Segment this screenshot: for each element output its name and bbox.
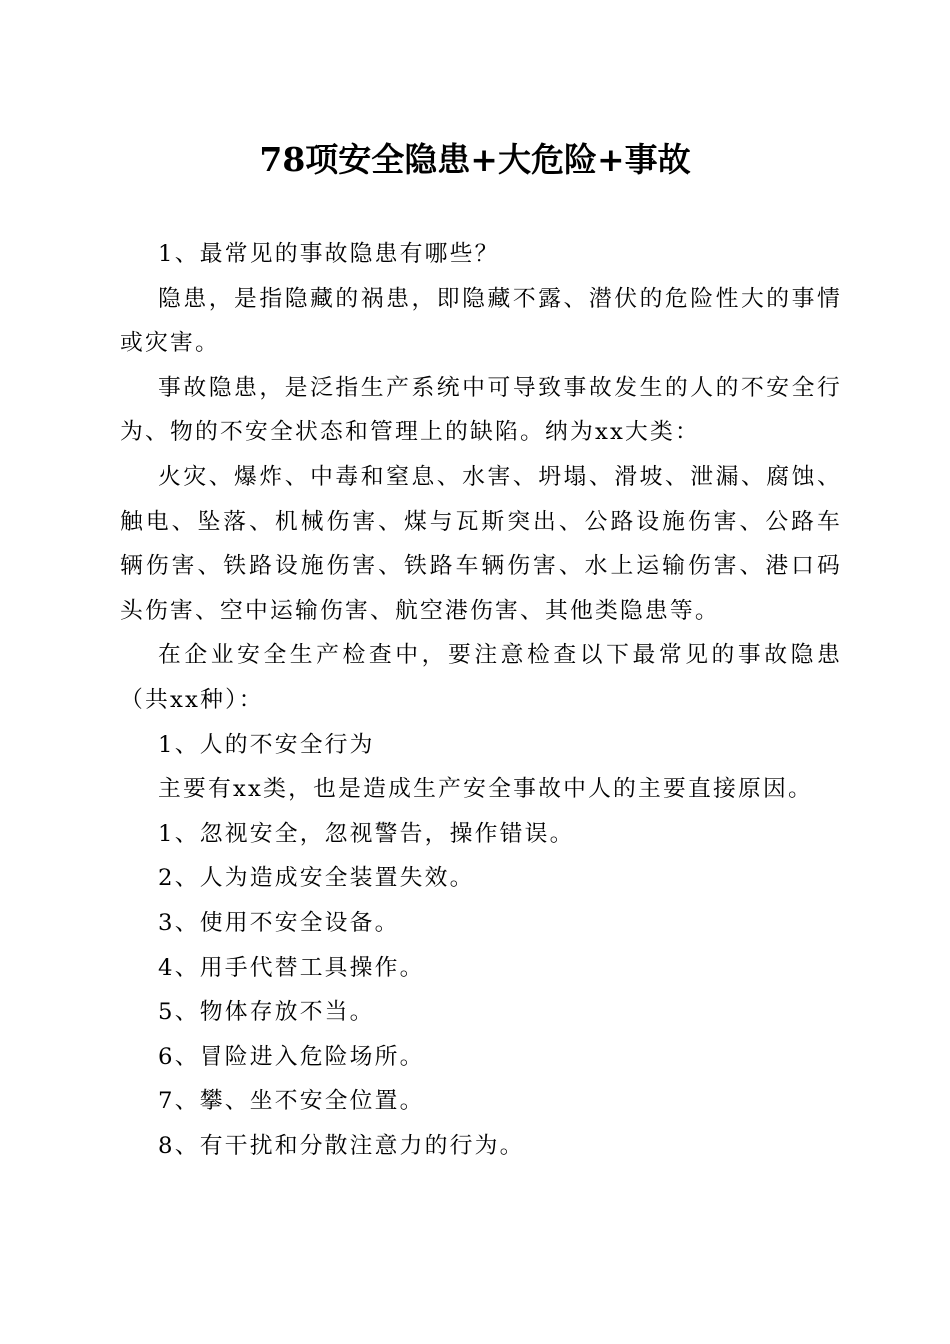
paragraph: 3、使用不安全设备。 — [158, 909, 400, 936]
document-title: 78项安全隐患+大危险+事故 — [259, 140, 691, 179]
paragraph: 5、物体存放不当。 — [158, 999, 375, 1026]
paragraph: 1、最常见的事故隐患有哪些？ — [158, 241, 500, 267]
paragraph: 7、攀、坐不安全位置。 — [158, 1088, 425, 1115]
paragraph: 1、人的不安全行为 — [158, 731, 375, 758]
paragraph: 6、冒险进入危险场所。 — [158, 1043, 425, 1070]
paragraph: 隐患，是指隐藏的祸患，即隐藏不露、潜伏的危险性大的事情或灾害。 — [120, 285, 842, 357]
paragraph: 主要有xx类，也是造成生产安全事故中人的主要直接原因。 — [158, 776, 814, 803]
paragraph: 在企业安全生产检查中，要注意检查以下最常见的事故隐患（共xx种）： — [120, 642, 842, 713]
paragraph: 8、有干扰和分散注意力的行为。 — [158, 1132, 525, 1159]
paragraph: 4、用手代替工具操作。 — [158, 954, 425, 981]
paragraph: 2、人为造成安全装置失效。 — [158, 865, 475, 892]
paragraph: 1、忽视安全，忽视警告，操作错误。 — [158, 820, 575, 847]
paragraph: 火灾、爆炸、中毒和窒息、水害、坍塌、滑坡、泄漏、腐蚀、触电、坠落、机械伤害、煤与瓦斯突出、公路设施伤害、公路车辆伤害、铁路设施伤害、铁路车辆伤害、水上运输伤害、港口码头伤害、空中运输伤害、航空港伤害、其他类隐患等。 — [120, 463, 842, 624]
document-body — [120, 232, 842, 1168]
paragraph: 事故隐患，是泛指生产系统中可导致事故发生的人的不安全行为、物的不安全状态和管理上的缺陷。纳为xx大类： — [120, 374, 842, 446]
